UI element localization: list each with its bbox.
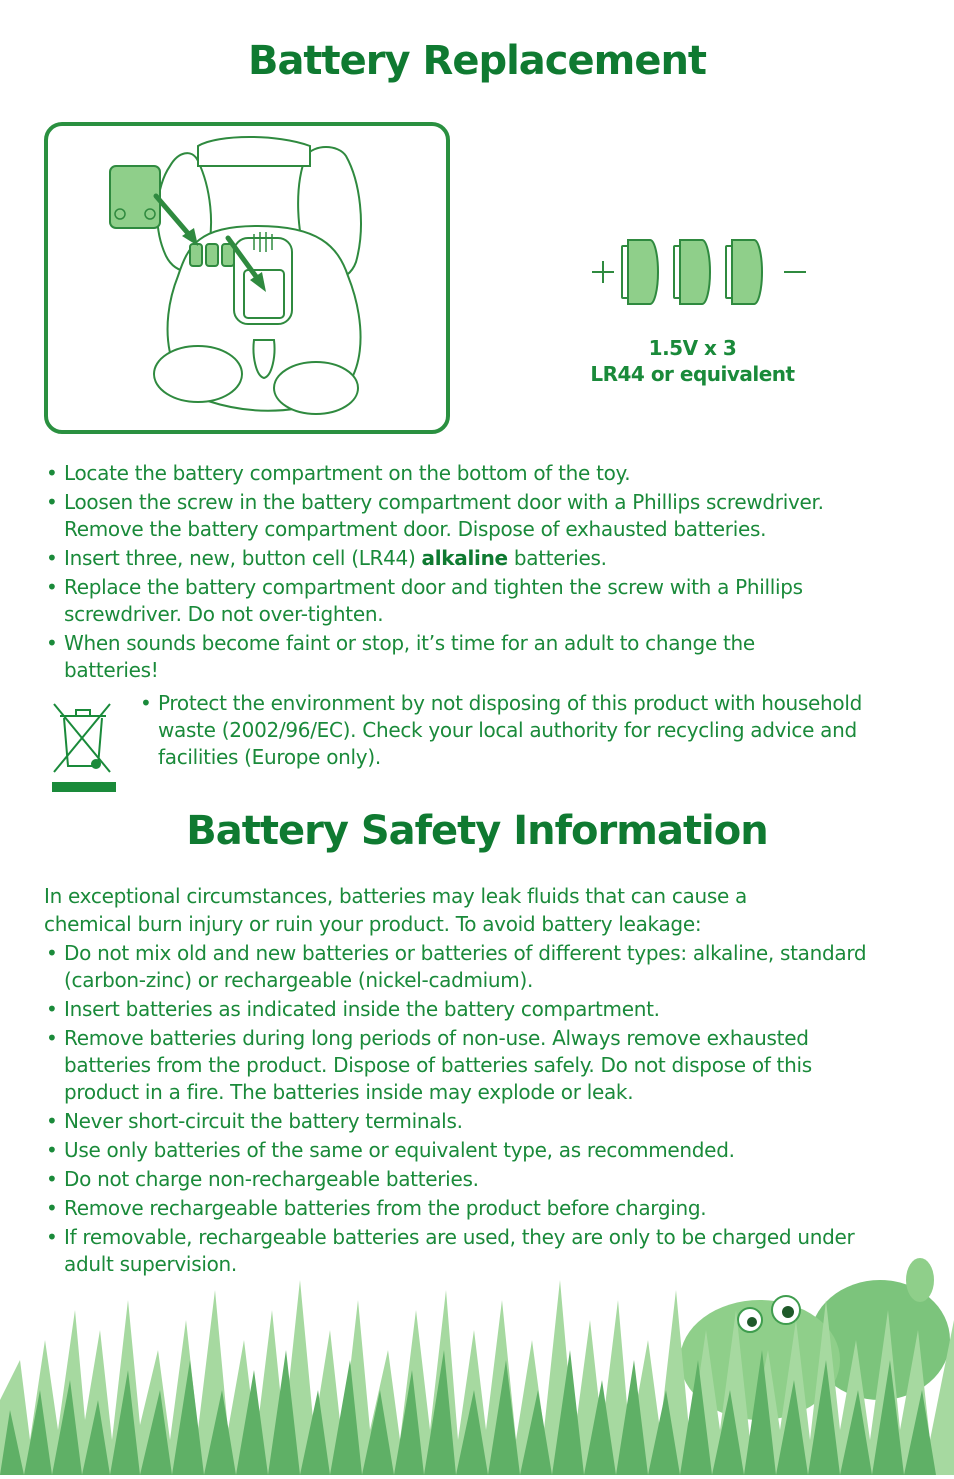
list-item: • Never short-circuit the battery terminals. (44, 1108, 904, 1135)
battery-type-spec: LR44 or equivalent (590, 362, 795, 386)
list-item: • Remove batteries during long periods of non-use. Always remove exhausted batteries from the product. Dispose of batteries safely. Do not dispose of this product in a fire. The batteries inside may explode or leak. (44, 1025, 824, 1106)
battery-replacement-title: Battery Replacement (247, 38, 707, 84)
list-item: • Remove rechargeable batteries from the product before charging. (44, 1195, 904, 1222)
list-item: • Do not mix old and new batteries or batteries of different types: alkaline, standard (carbon-zinc) or rechargeable (nickel-cadmium). (44, 940, 904, 994)
list-item: • Protect the environment by not disposing of this product with household waste (2002/96/EC). Check your local authority for recycling advice and facilities (Europe only). (138, 690, 908, 771)
environment-note (138, 690, 908, 771)
list-item: • Insert batteries as indicated inside the battery compartment. (44, 996, 904, 1023)
list-item: • If removable, rechargeable batteries are used, they are only to be charged under adult supervision. (44, 1224, 904, 1278)
list-item: • When sounds become faint or stop, it’s time for an adult to change the batteries! (44, 630, 764, 684)
alkaline-emphasis: alkaline (421, 546, 508, 570)
list-item: • Locate the battery compartment on the bottom of the toy. (44, 460, 894, 487)
toy-bottom-icon (48, 126, 446, 430)
crossed-bin-icon (46, 696, 120, 794)
battery-voltage-spec: 1.5V x 3 (648, 336, 737, 360)
list-item: • Loosen the screw in the battery compartment door with a Phillips screwdriver. Remove the battery compartment door. Dispose of exhausted batteries. (44, 489, 894, 543)
list-item: • Do not charge non-rechargeable batteries. (44, 1166, 904, 1193)
list-item: • Use only batteries of the same or equivalent type, as recommended. (44, 1137, 904, 1164)
list-item (44, 545, 894, 572)
safety-list (44, 940, 904, 1280)
list-item-text: Insert three, new, button cell (LR44) (64, 546, 422, 570)
battery-cells-icon (588, 232, 808, 316)
safety-intro: In exceptional circumstances, batteries may leak fluids that can cause a chemical burn injury or ruin your product. To avoid battery leakage: (44, 884, 747, 936)
list-item: • Replace the battery compartment door and tighten the screw with a Phillips screwdriver. Do not over-tighten. (44, 574, 894, 628)
replacement-steps-list (44, 460, 894, 686)
list-item-text: batteries. (507, 546, 607, 570)
battery-safety-title: Battery Safety Information (186, 808, 768, 854)
toy-battery-illustration (44, 122, 450, 434)
grass-footer-art (0, 1240, 954, 1475)
